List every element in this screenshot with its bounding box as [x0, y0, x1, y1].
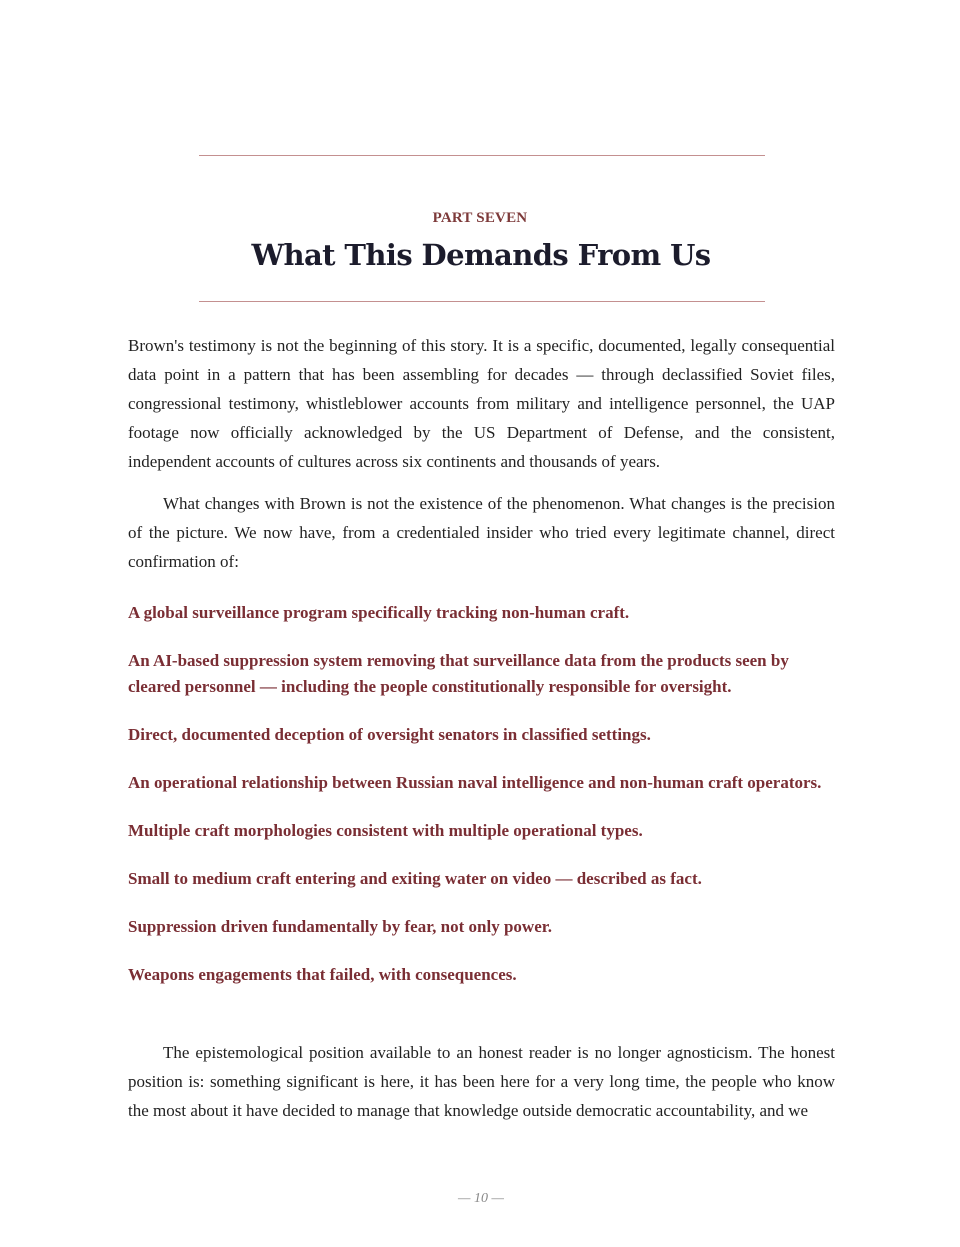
- bottom-divider: [199, 301, 765, 302]
- finding-item: Suppression driven fundamentally by fear, not only power.: [128, 917, 552, 936]
- intro-paragraph: [128, 331, 835, 476]
- chapter-title: What This Demands From Us: [251, 238, 711, 272]
- findings-list: [128, 600, 835, 1010]
- paragraph-text: Brown's testimony is not the beginning of this story. It is a specific, documented, legally consequential data point in a pattern that has been assembling for decades — through declassified Soviet files, congressional testimony, whistleblower accounts from military and intelligence personnel, the UAP footage now officially acknowledged by the US Department of Defense, and the consistent, independent accounts of cultures across six continents and thousands of years.: [128, 336, 835, 471]
- context-paragraph: [128, 489, 835, 576]
- finding-item: Small to medium craft entering and exiting water on video — described as fact.: [128, 869, 702, 888]
- finding-item: Direct, documented deception of oversight senators in classified settings.: [128, 725, 651, 744]
- paragraph-text: The epistemological position available to an honest reader is no longer agnosticism. The honest position is: something significant is here, it has been here for a very long time, the people who know the most about it have decided to manage that knowledge outside democratic accountability, and we: [128, 1043, 835, 1120]
- finding-item: A global surveillance program specifically tracking non-human craft.: [128, 603, 630, 622]
- conclusion-paragraph: [128, 1038, 835, 1125]
- page-number: — 10 —: [458, 1191, 504, 1206]
- finding-item: Weapons engagements that failed, with consequences.: [128, 965, 517, 984]
- top-divider: [199, 155, 765, 156]
- paragraph-text: What changes with Brown is not the existence of the phenomenon. What changes is the precision of the picture. We now have, from a credentialed insider who tried every legitimate channel, direct confirmation of:: [128, 494, 835, 571]
- finding-item: An operational relationship between Russian naval intelligence and non-human craft operators.: [128, 773, 822, 792]
- finding-item: An AI-based suppression system removing that surveillance data from the products seen by cleared personnel — including the people constitutionally responsible for oversight.: [128, 651, 789, 696]
- finding-item: Multiple craft morphologies consistent with multiple operational types.: [128, 821, 643, 840]
- part-label: PART SEVEN: [432, 210, 528, 226]
